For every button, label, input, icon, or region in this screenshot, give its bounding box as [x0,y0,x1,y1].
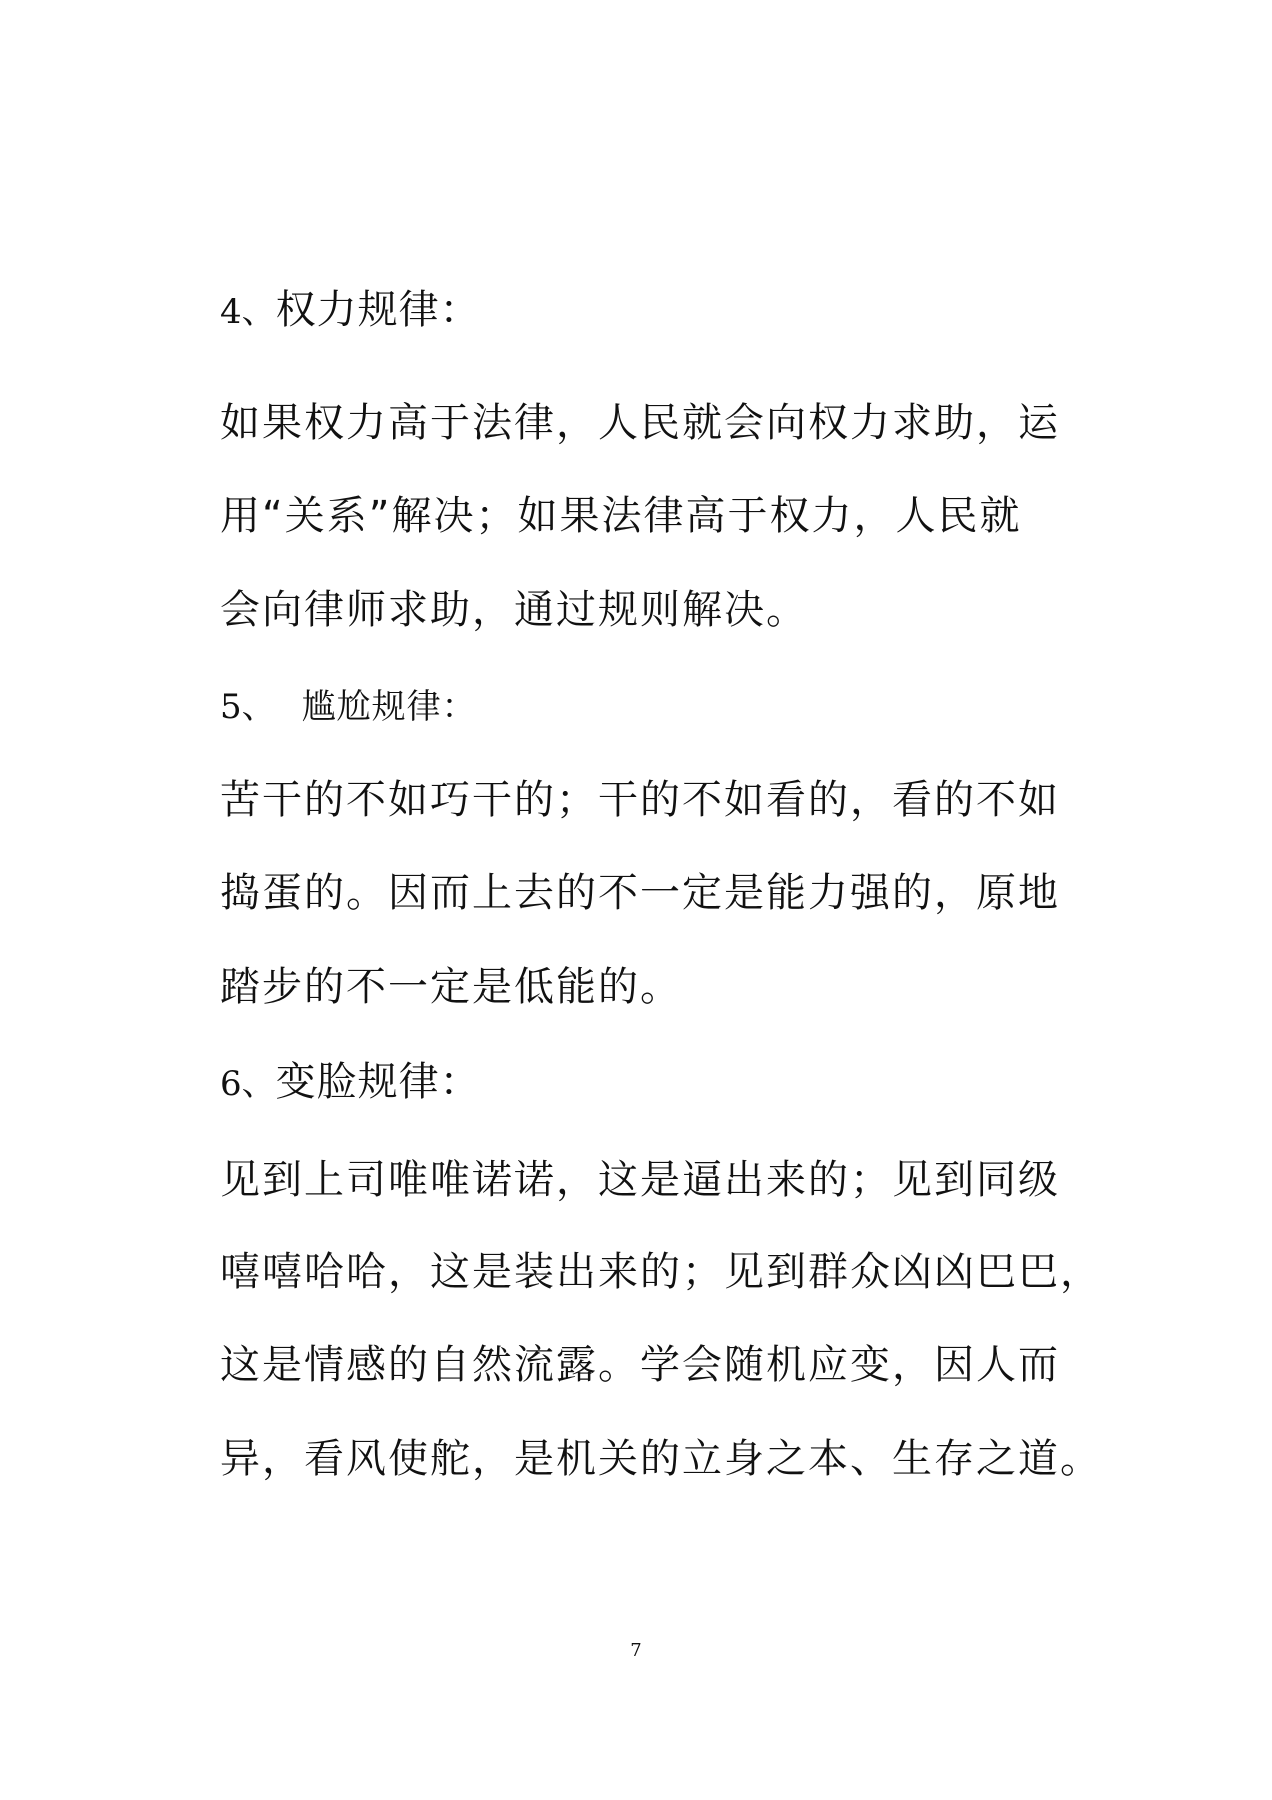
paragraph-line: 嘻嘻哈哈，这是装出来的；见到群众凶凶巴巴， [220,1249,1102,1295]
section-title: 尴尬规律： [301,687,477,727]
section-title: 权力规律： [275,287,481,333]
paragraph-line: 这是情感的自然流露。学会随机应变，因人而 [220,1342,1060,1388]
paragraph-line: 踏步的不一定是低能的。 [220,964,682,1010]
section-number: 6、 [220,1064,276,1104]
section-heading-6 [220,1059,481,1105]
section-number: 5、 [220,687,276,727]
paragraph-line: 会向律师求助，通过规则解决。 [220,587,808,633]
page-number: 7 [630,1640,642,1661]
paragraph-line: 异，看风使舵，是机关的立身之本、生存之道。 [220,1436,1102,1482]
paragraph-line: 见到上司唯唯诺诺，这是逼出来的；见到同级 [220,1157,1060,1203]
section-heading-4 [220,287,481,333]
paragraph-line: 捣蛋的。因而上去的不一定是能力强的，原地 [220,870,1060,916]
section-number: 4、 [220,292,276,332]
paragraph-line: 如果权力高于法律，人民就会向权力求助，运 [220,400,1060,446]
section-heading-5 [220,685,477,727]
paragraph-line: 用“关系”解决；如果法律高于权力，人民就 [220,493,1022,539]
section-title: 变脸规律： [275,1059,481,1105]
paragraph-line: 苦干的不如巧干的；干的不如看的，看的不如 [220,777,1060,823]
